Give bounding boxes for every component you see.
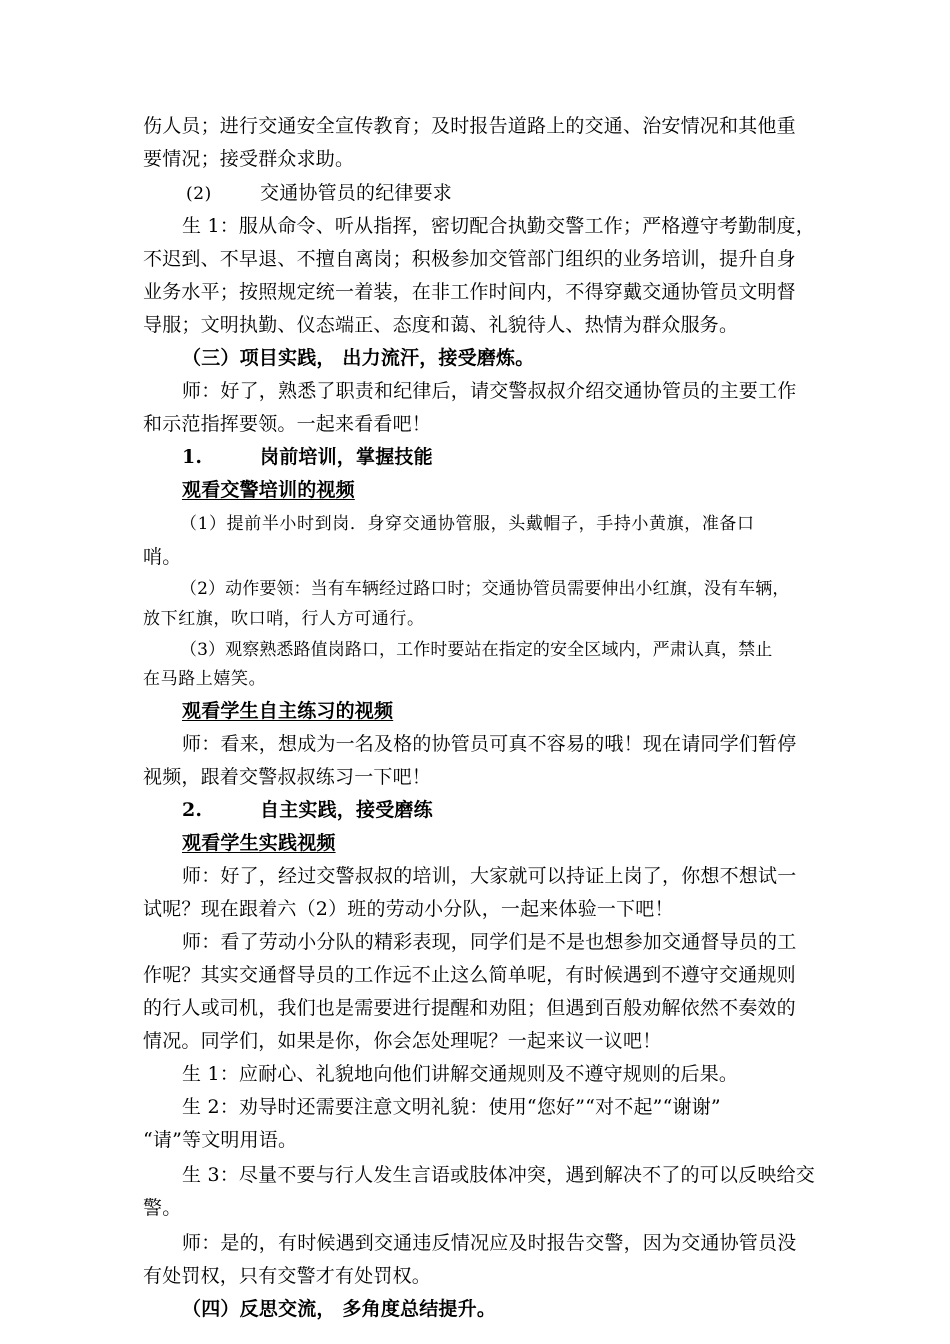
paragraph-line: 作呢？其实交通督导员的工作远不止这么简单呢，有时候遇到不遵守交通规则 xyxy=(143,964,796,986)
paragraph-line: 不迟到、不早退、不擅自离岗；积极参加交管部门组织的业务培训，提升自身 xyxy=(143,248,796,270)
paragraph-line: 哨。 xyxy=(143,546,182,568)
video-title-1: 观看交警培训的视频 xyxy=(182,479,355,501)
section-heading-4: （四）反思交流， 多角度总结提升。 xyxy=(182,1298,497,1320)
video-title-2: 观看学生自主练习的视频 xyxy=(182,700,394,722)
paragraph-line: 的行人或司机，我们也是需要进行提醒和劝阻；但遇到百般劝解依然不奏效的 xyxy=(143,997,796,1019)
paragraph-line: 生 1：应耐心、礼貌地向他们讲解交通规则及不遵守规则的后果。 xyxy=(182,1063,739,1085)
paragraph-line: 师：是的，有时候遇到交通违反情况应及时报告交警，因为交通协管员没 xyxy=(182,1232,797,1254)
paragraph-line: （2）动作要领：当有车辆经过路口时；交通协管员需要伸出小红旗，没有车辆， xyxy=(180,579,790,599)
section-heading-3: （三）项目实践， 出力流汗，接受磨炼。 xyxy=(182,347,535,369)
paragraph-line: 师：看了劳动小分队的精彩表现，同学们是不是也想参加交通督导员的工 xyxy=(182,931,797,953)
paragraph-line: （3）观察熟悉路值岗路口，工作时要站在指定的安全区域内，严肃认真，禁止 xyxy=(180,640,773,660)
step-heading-1 xyxy=(182,445,433,469)
paragraph-line: 业务水平；按照规定统一着装，在非工作时间内，不得穿戴交通协管员文明督 xyxy=(143,281,796,303)
paragraph-line: 生 1：服从命令、听从指挥，密切配合执勤交警工作；严格遵守考勤制度， xyxy=(182,215,815,237)
paragraph-line: 和示范指挥要领。一起来看看吧！ xyxy=(143,413,432,435)
paragraph-line: 在马路上嬉笑。 xyxy=(143,669,267,689)
paragraph-line: 视频，跟着交警叔叔练习一下吧！ xyxy=(143,766,432,788)
paragraph-line: （1）提前半小时到岗．身穿交通协管服，头戴帽子，手持小黄旗，准备口 xyxy=(180,514,755,534)
paragraph-line: 导服；文明执勤、仪态端正、态度和蔼、礼貌待人、热情为群众服务。 xyxy=(143,314,739,336)
paragraph-line: 师：好了，经过交警叔叔的培训，大家就可以持证上岗了，你想不想试一 xyxy=(182,865,797,887)
video-title-3: 观看学生实践视频 xyxy=(182,832,336,854)
step-title: 岗前培训，掌握技能 xyxy=(260,446,433,468)
item-title: 交通协管员的纪律要求 xyxy=(260,182,453,204)
paragraph-line: 师：好了，熟悉了职责和纪律后，请交警叔叔介绍交通协管员的主要工作 xyxy=(182,380,797,402)
step-number: 2. xyxy=(182,799,203,821)
paragraph-line: 生 2：劝导时还需要注意文明礼貌：使用“您好”“对不起”“谢谢” xyxy=(182,1096,721,1118)
subheading-item-2 xyxy=(182,181,452,206)
step-heading-2 xyxy=(182,798,433,822)
item-number: (2) xyxy=(186,184,212,204)
paragraph-line: 要情况；接受群众求助。 xyxy=(143,148,355,170)
paragraph-line: 放下红旗，吹口哨，行人方可通行。 xyxy=(143,609,425,629)
paragraph-line: 警。 xyxy=(143,1197,182,1219)
paragraph-line: 有处罚权，只有交警才有处罚权。 xyxy=(143,1265,432,1287)
paragraph-line: 试呢？现在跟着六（2）班的劳动小分队，一起来体验一下吧！ xyxy=(143,898,674,920)
step-number: 1. xyxy=(182,446,203,468)
paragraph-line: 师：看来，想成为一名及格的协管员可真不容易的哦！现在请同学们暂停 xyxy=(182,733,797,755)
paragraph-line: “请”等文明用语。 xyxy=(143,1129,298,1151)
step-title: 自主实践，接受磨练 xyxy=(260,799,433,821)
paragraph-line: 情况。同学们，如果是你，你会怎处理呢？一起来议一议吧！ xyxy=(143,1030,662,1052)
paragraph-line: 生 3：尽量不要与行人发生言语或肢体冲突，遇到解决不了的可以反映给交 xyxy=(182,1164,815,1186)
paragraph-line: 伤人员；进行交通安全宣传教育；及时报告道路上的交通、治安情况和其他重 xyxy=(143,115,796,137)
